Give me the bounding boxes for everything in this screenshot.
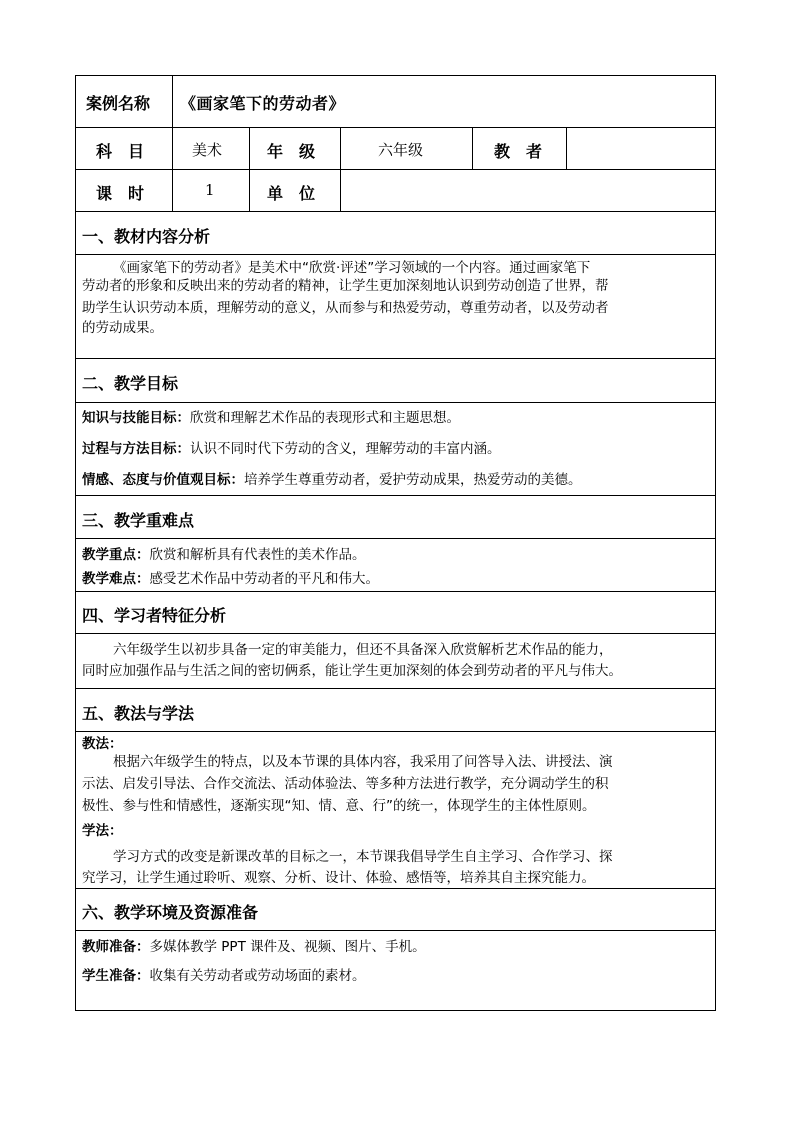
subject-label: 科 目: [96, 142, 145, 161]
resource-label: 学生准备：: [82, 968, 150, 984]
row-divider: [75, 888, 716, 889]
paragraph-line: 究学习，让学生通过聆听、观察、分析、设计、体验、感悟等，培养其自主探究能力。: [82, 870, 595, 886]
resource-item: [82, 938, 426, 956]
objective-label: 过程与方法目标：: [82, 441, 190, 457]
row-divider: [75, 591, 716, 592]
objective-text: 欣赏和理解艺术作品的表现形式和主题思想。: [190, 410, 460, 426]
column-divider: [472, 127, 473, 169]
case-name-label: 案例名称: [86, 94, 151, 113]
key-point-text: 感受艺术作品中劳动者的平凡和伟大。: [149, 571, 379, 587]
teacher-label: 教 者: [494, 142, 543, 161]
row-divider: [75, 688, 716, 689]
key-point-text: 欣赏和解析具有代表性的美术作品。: [149, 547, 366, 563]
row-divider: [75, 495, 716, 496]
row-divider: [75, 538, 716, 539]
row-divider: [75, 633, 716, 634]
paragraph-line: 示法、启发引导法、合作交流法、活动体验法、等多种方法进行教学，充分调动学生的积: [82, 776, 609, 792]
paragraph-line: 学习方式的改变是新课改革的目标之一，本节课我倡导学生自主学习、合作学习、探: [113, 849, 613, 865]
resource-item: [82, 967, 366, 985]
paragraph-line: 六年级学生以初步具备一定的审美能力，但还不具备深入欣赏解析艺术作品的能力，: [113, 642, 613, 658]
row-divider: [75, 358, 716, 359]
section-title-teaching-objectives: 二、教学目标: [82, 374, 179, 393]
column-divider: [172, 75, 173, 211]
column-divider: [340, 127, 341, 211]
lesson-value: 1: [205, 181, 215, 199]
section-title-content-analysis: 一、教材内容分析: [82, 227, 211, 246]
key-point-label: 教学难点：: [82, 571, 150, 587]
paragraph-line: 根据六年级学生的特点，以及本节课的具体内容，我采用了问答导入法、讲授法、演: [113, 754, 613, 770]
grade-value: 六年级: [378, 141, 424, 159]
case-name-value: 《画家笔下的劳动者》: [180, 94, 346, 113]
column-divider: [566, 127, 567, 169]
row-divider: [75, 402, 716, 403]
row-divider: [75, 930, 716, 931]
subject-value: 美术: [192, 141, 223, 159]
teaching-method-label: 教法：: [82, 736, 123, 752]
paragraph-line: 极性、参与性和情感性，逐渐实现“知、情、意、行”的统一，体现学生的主体性原则。: [82, 798, 596, 814]
objective-label: 情感、态度与价值观目标：: [82, 472, 244, 488]
key-point-item: [82, 570, 379, 588]
row-divider: [75, 211, 716, 212]
objective-item: [82, 440, 501, 458]
study-method-label: 学法：: [82, 823, 123, 839]
resource-label: 教师准备：: [82, 939, 150, 955]
key-point-item: [82, 546, 366, 564]
column-divider: [249, 127, 250, 211]
resource-text: 收集有关劳动者或劳动场面的素材。: [149, 968, 366, 984]
section-title-methods: 五、教法与学法: [82, 704, 195, 723]
row-divider: [75, 731, 716, 732]
paragraph-line: 同时应加强作品与生活之间的密切俩系，能让学生更加深刻的体会到劳动者的平凡与伟大。: [82, 663, 622, 679]
objective-label: 知识与技能目标：: [82, 410, 190, 426]
section-title-learner-analysis: 四、学习者特征分析: [82, 606, 227, 625]
resource-text: 多媒体教学 PPT 课件及、视频、图片、手机。: [149, 939, 426, 955]
grade-label: 年 级: [267, 142, 316, 161]
paragraph-line: 劳动者的形象和反映出来的劳动者的精神，让学生更加深刻地认识到劳动创造了世界，帮: [82, 278, 609, 294]
unit-label: 单 位: [267, 184, 316, 203]
paragraph-line: 《画家笔下的劳动者》是美术中“欣赏·评述”学习领域的一个内容。通过画家笔下: [113, 260, 591, 276]
objective-text: 认识不同时代下劳动的含义，理解劳动的丰富内涵。: [190, 441, 501, 457]
section-title-resources: 六、教学环境及资源准备: [82, 903, 259, 922]
row-divider: [75, 254, 716, 255]
objective-item: [82, 471, 582, 489]
objective-item: [82, 409, 460, 427]
objective-text: 培养学生尊重劳动者，爱护劳动成果，热爱劳动的美德。: [244, 472, 582, 488]
paragraph-line: 助学生认识劳动本质，理解劳动的意义，从而参与和热爱劳动，尊重劳动者，以及劳动者: [82, 300, 609, 316]
section-title-key-points: 三、教学重难点: [82, 511, 195, 530]
key-point-label: 教学重点：: [82, 547, 150, 563]
paragraph-line: 的劳动成果。: [82, 320, 163, 336]
lesson-label: 课 时: [96, 184, 145, 203]
